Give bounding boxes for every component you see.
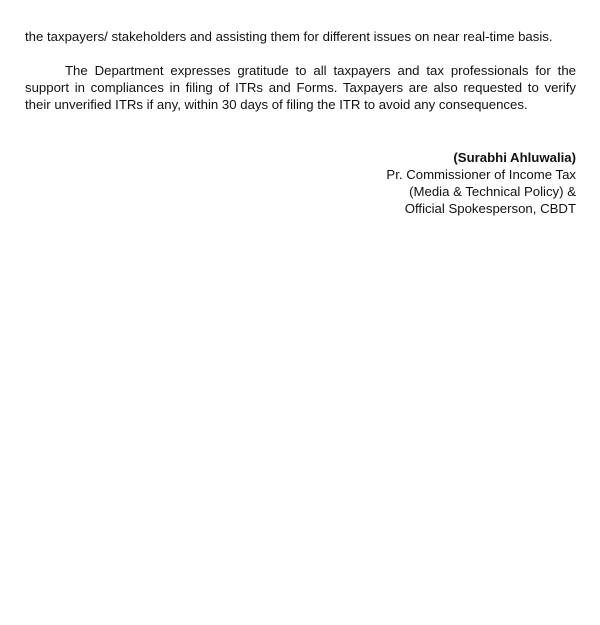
paragraph-gratitude: The Department expresses gratitude to all taxpayers and tax professionals for the support in compliances in filing of ITRs and Forms. Taxpayers are also requested to verify their unverified ITRs if any, within 30 days of filing the ITR to avoid any consequences. [25, 63, 576, 112]
paragraph-continuation: the taxpayers/ stakeholders and assisting them for different issues on near real-time basis. [25, 29, 553, 44]
signatory-title: Pr. Commissioner of Income Tax [386, 167, 576, 182]
signatory-name: (Surabhi Ahluwalia) [453, 150, 576, 165]
signatory-department: (Media & Technical Policy) & [409, 184, 576, 199]
document-page [25, 28, 576, 217]
signatory-role: Official Spokesperson, CBDT [404, 201, 576, 216]
signature-block [25, 149, 576, 217]
